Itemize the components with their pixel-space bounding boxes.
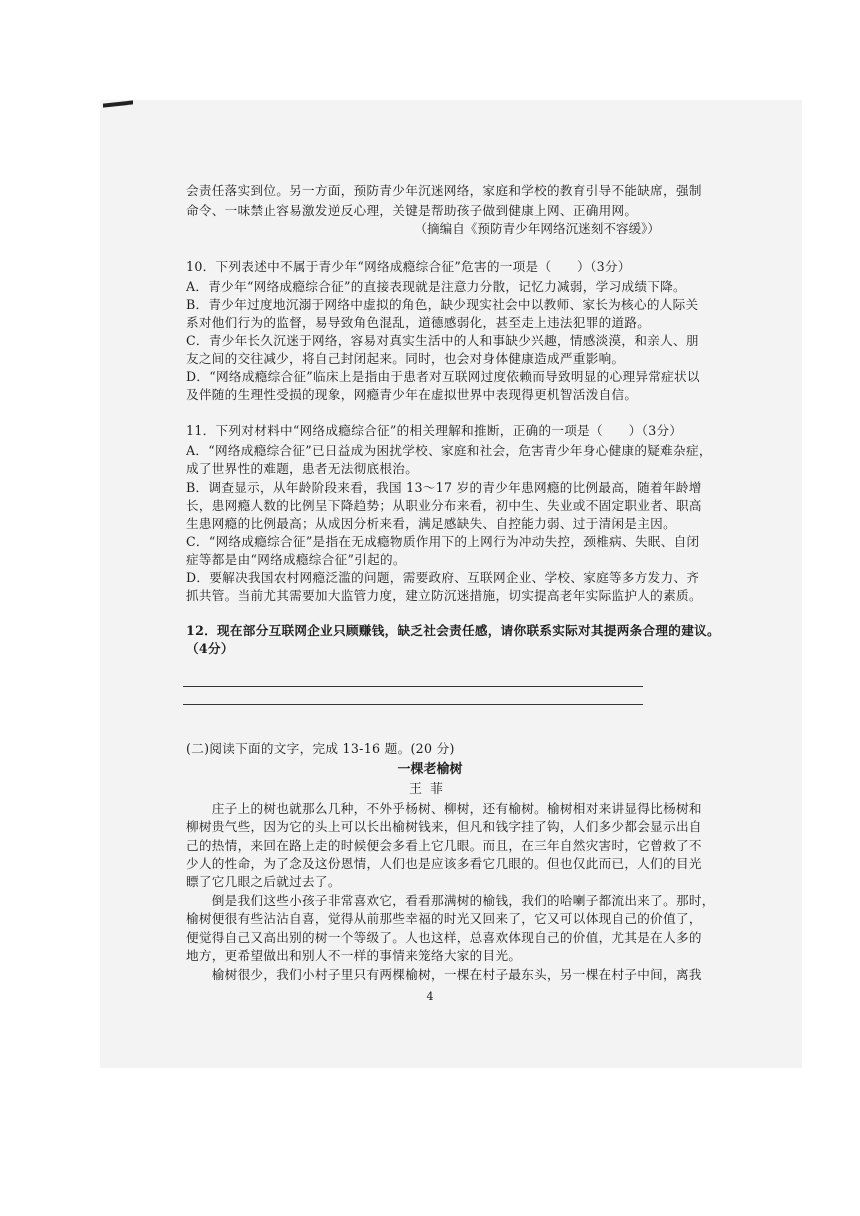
q10-stem: 10．下列表述中不属于青少年“网络成瘾综合征”危害的一项是（ ）（3分）	[186, 259, 631, 274]
passage-line: 少人的性命，为了念及这份恩情，人们也是应该多看它几眼的。但也仅此而已，人们的目光	[186, 856, 702, 871]
q12-stem: 12．现在部分互联网企业只顾赚钱，缺乏社会责任感，请你联系实际对其提两条合理的建议。	[186, 623, 720, 638]
passage-line: 榆树很少，我们小村子里只有两棵榆树，一棵在村子最东头，另一棵在村子中间，离我	[186, 967, 702, 982]
q11-option: 症等都是由“网络成瘾综合征”引起的。	[186, 552, 406, 567]
passage-line: 地方，更希望做出和别人不一样的事情来笼络大家的目光。	[186, 948, 522, 963]
passage-line: 庄子上的树也就那么几种，不外乎杨树、柳树，还有榆树。榆树相对来讲显得比杨树和	[186, 801, 702, 816]
q11-option: C．“网络成瘾综合征”是指在无成瘾物质作用下的上网行为冲动失控，颈椎病、失眠、自闭	[186, 534, 700, 549]
q10-option: 系对他们行为的监督，易导致角色混乱，道德感弱化，甚至走上违法犯罪的道路。	[186, 315, 651, 330]
q10-option: A．青少年“网络成瘾综合征”的直接表现就是注意力分散，记忆力减弱，学习成绩下降。	[186, 279, 686, 294]
passage-author: 王菲	[408, 782, 451, 797]
passage-line: 倒是我们这些小孩子非常喜欢它，看看那满树的榆钱，我们的哈喇子都流出来了。那时，	[186, 893, 715, 908]
passage-line: 己的热情，来回在路上走的时候便会多看上它几眼。而且，在三年自然灾害时，它曾救了不	[186, 838, 702, 853]
passage-line: 瞟了它几眼之后就过去了。	[186, 874, 341, 889]
q11-option: 成了世界性的难题，患者无法彻底根治。	[186, 461, 419, 476]
page-number: 4	[426, 990, 434, 1003]
q12-points: （4分）	[186, 641, 234, 656]
section-heading: (二)阅读下面的文字，完成 13-16 题。(20 分)	[186, 741, 455, 756]
q10-option: 及伴随的生理性受损的现象，网瘾青少年在虚拟世界中表现得更机智活泼自信。	[186, 387, 638, 402]
passage-title: 一棵老榆树	[397, 762, 463, 777]
intro-line: 命令、一味禁止容易激发逆反心理，关键是帮助孩子做到健康上网、正确用网。	[186, 203, 638, 218]
q11-option: 长，患网瘾人数的比例呈下降趋势；从职业分布来看，初中生、失业或不固定职业者、职高	[186, 498, 702, 513]
answer-line	[183, 704, 643, 705]
q11-option: 生患网瘾的比例最高；从成因分析来看，满足感缺失、自控能力弱、过于清闲是主因。	[186, 516, 676, 531]
intro-line: 会责任落实到位。另一方面，预防青少年沉迷网络，家庭和学校的教育引导不能缺席，强制	[186, 183, 702, 198]
q10-option: B．青少年过度地沉溺于网络中虚拟的角色，缺少现实社会中以教师、家长为核心的人际关	[186, 297, 699, 312]
passage-line: 榆树便很有些沾沾自喜，觉得从前那些幸福的时光又回来了，它又可以体现自己的价值了，	[186, 911, 702, 926]
q11-option: 抓共管。当前尤其需要加大监管力度，建立防沉迷措施，切实提高老年实际监护人的素质。	[186, 588, 702, 603]
source-citation: （摘编自《预防青少年网络沉迷刻不容缓》）	[414, 221, 660, 236]
passage-line: 便觉得自己又高出别的树一个等级了。人也这样，总喜欢体现自己的价值，尤其是在人多的	[186, 930, 702, 945]
q10-option: 友之间的交往减少，将自己封闭起来。同时，也会对身体健康造成严重影响。	[186, 351, 625, 366]
passage-line: 柳树贵气些，因为它的头上可以长出榆树钱来，但凡和钱字挂了钩，人们多少都会显示出自	[186, 819, 702, 834]
q10-option: C．青少年长久沉迷于网络，容易对真实生活中的人和事缺少兴趣，情感淡漠，和亲人、朋	[186, 333, 699, 348]
q10-option: D．“网络成瘾综合征”临床上是指由于患者对互联网过度依赖而导致明显的心理异常症状以	[186, 369, 700, 384]
q11-option: B．调查显示，从年龄阶段来看，我国 13～17 岁的青少年患网瘾的比例最高，随着年龄增	[186, 480, 702, 495]
q11-option: A．“网络成瘾综合征”已日益成为困扰学校、家庭和社会，危害青少年身心健康的疑难杂症，	[186, 443, 712, 458]
q11-stem: 11．下列对材料中“网络成瘾综合征”的相关理解和推断，正确的一项是（ ）（3分）	[186, 423, 683, 438]
answer-line	[183, 686, 643, 687]
q11-option: D．要解决我国农村网瘾泛滥的问题，需要政府、互联网企业、学校、家庭等多方发力、齐	[186, 570, 700, 585]
